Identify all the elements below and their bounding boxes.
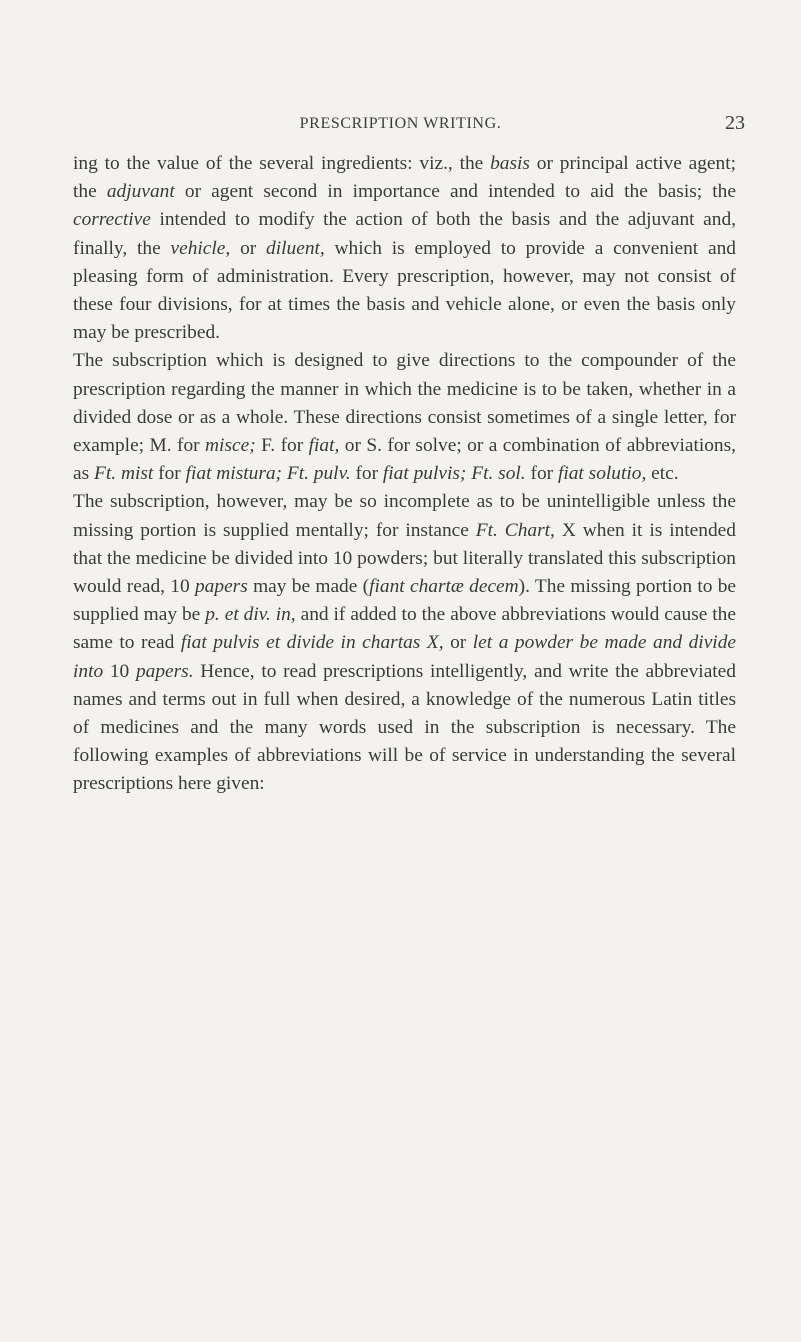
italic-text-run: vehicle, — [170, 237, 231, 259]
running-header — [0, 112, 801, 138]
italic-text-run: fiat, — [308, 435, 340, 457]
paragraph — [73, 488, 736, 798]
italic-text-run: let a powder be made and divide into — [73, 632, 736, 682]
italic-text-run: fiat pulvis et divide in chartas X, — [180, 632, 444, 654]
running-title: PRESCRIPTION WRITING. — [299, 115, 502, 132]
italic-text-run: Ft. mist — [94, 463, 154, 485]
body-text — [73, 150, 736, 799]
text-run: Hence, to read prescriptions intelligently, and write the abbreviated names and terms out in full when desired, a knowledge of the numerous Latin titles of medicines and the many words used in the subscription is necessary. The following examples of abbreviations will be of service in understanding the several prescriptions here given: — [73, 660, 736, 795]
text-run: or — [443, 632, 473, 654]
text-run: etc. — [646, 463, 679, 485]
italic-text-run: fiat pulvis; Ft. sol. — [382, 463, 526, 485]
italic-text-run: papers. — [135, 660, 194, 682]
paragraph — [73, 347, 736, 488]
italic-text-run: misce; — [205, 435, 256, 457]
page-number: 23 — [725, 112, 745, 134]
paragraph — [73, 150, 736, 347]
text-run: may be made ( — [247, 576, 370, 598]
italic-text-run: fiat mistura; Ft. pulv. — [185, 463, 351, 485]
text-run: The subscription, however, may be so incomplete as to be unintelligible unless the missing portion is supplied mentally; for instance — [73, 491, 736, 541]
italic-text-run: adjuvant — [106, 181, 175, 203]
text-run: ing to the value of the several ingredients: viz., the — [73, 153, 491, 174]
italic-text-run: diluent, — [266, 237, 325, 259]
text-run: ). The missing portion to be supplied may be — [73, 576, 737, 626]
text-run: F. for — [255, 435, 309, 457]
text-run: for — [350, 463, 383, 485]
italic-text-run: corrective — [73, 209, 151, 231]
text-run: for — [525, 463, 558, 485]
italic-text-run: papers — [194, 576, 248, 598]
italic-text-run: fiat solutio, — [557, 463, 647, 485]
text-run: or — [230, 237, 267, 259]
italic-text-run: p. et div. in, — [205, 604, 296, 626]
text-run: for — [153, 463, 186, 485]
italic-text-run: fiant chartæ decem — [369, 576, 519, 598]
italic-text-run: Ft. Chart, — [475, 519, 555, 541]
text-run: intended to modify the action of both the basis and the adjuvant and, finally, the — [73, 209, 736, 259]
text-run: and if added to the above abbreviations would cause the same to read — [73, 604, 736, 654]
text-run: which is employed to provide a convenient and pleasing form of administration. Every prescription, however, may not consist of these four divisions, for at times the basis and vehicle alone, or even the basis only may be prescribed. — [73, 237, 736, 344]
text-run: 10 — [103, 660, 136, 682]
text-run: or agent second in importance and intended to aid the basis; the — [174, 181, 736, 203]
text-run: The subscription which is designed to give directions to the compounder of the prescription regarding the manner in which the medicine is to be taken, whether in a divided dose or as a whole. These directions consist sometimes of a single letter, for example; M. for — [73, 350, 736, 457]
text-run: or principal active agent; the — [73, 153, 736, 203]
text-run: X when it is intended that the medicine be divided into 10 powders; but literally translated this subscription would read, 10 — [73, 519, 736, 598]
italic-text-run: basis — [490, 153, 530, 174]
text-run: or S. for solve; or a combination of abbreviations, as — [73, 435, 737, 485]
